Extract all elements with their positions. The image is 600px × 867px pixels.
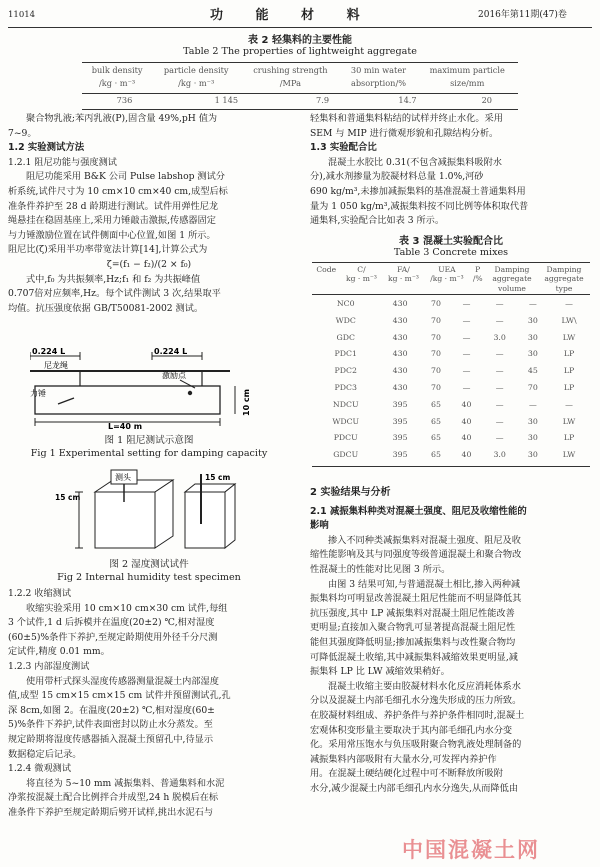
table3-cell: — [495,315,504,325]
header-rule [8,27,592,28]
table3-cell: 3.0 [493,450,506,460]
page-number: 11014 [8,10,36,20]
table3-header-cell [469,284,486,293]
table3-header-cell: aggregate [492,274,532,284]
text-line: 准条件下养护至规定龄期后劈开试样,挑出水泥石与 [8,806,214,818]
table3-cell: 430 [392,332,408,342]
table3-header-cell [312,284,341,293]
damping-formula: ζ=(f₁ − f₂)/(2 × f₀) [106,258,192,270]
table2-value-cell: 736 [116,95,133,105]
table3-cell: — [495,366,504,376]
table3-cell: 430 [392,382,408,392]
table3-cell: 65 [431,450,441,460]
table2-header-cell: particle density [163,65,229,75]
table3-cell: 40 [461,399,472,409]
table3-cell: — [462,366,471,376]
table3-body [312,296,590,464]
text-line: 7~9。 [8,127,37,139]
section-1-2: 1.2 实验测试方法 [8,142,85,154]
table3-header-cell: Damping [494,265,530,274]
table2-header-cell: crushing strength [253,65,328,75]
table3-row [312,397,590,414]
fig2-dim-1: 15 cm [55,493,81,502]
table2-header-cell: 30 min water [350,65,407,75]
table3-cell: PDC1 [334,349,357,359]
text-line: (60±5)%条件下养护,至规定龄期使用外径千分尺测 [8,631,218,643]
text-line: 掺入不同种类减振集料对混凝土强度、阻尼及收 [328,534,521,546]
table3-row [312,430,590,447]
section-1-2-1: 1.2.1 阻尼功能与强度测试 [8,156,117,168]
table3-cell: 30 [527,433,538,443]
table3-cell: — [495,433,504,443]
table3-cell: 70 [431,299,441,308]
table3-cell: — [528,299,537,308]
text-line: 与力锤激励位置在试件侧面中心位置,如图 1 所示。 [8,229,216,241]
text-line: 数据稳定后记录。 [8,748,82,760]
table3-header-cell [341,284,383,293]
text-line: 聚合物乳液;苯丙乳液(P),固含量 49%,pH 值为 [26,113,218,124]
table3-cell: 40 [461,416,472,426]
table3-cell: 430 [392,366,408,376]
text-line: 混凝土水胶比 0.31(不包含减振集料吸附水 [328,156,502,168]
text-line: 宏观体积变形量主要取决于其内部毛细孔内水分变 [310,724,513,736]
text-line: 均值。抗压强度依据 GB/T50081-2002 测试。 [8,302,204,314]
text-line: 振集料均可明显改善混凝土阻尼性能而不明显降低其 [310,593,522,605]
table3-row [312,363,590,380]
text-line: 用。在混凝土硬结硬化过程中可不断释放所吸附 [310,768,503,780]
table3-cell: — [462,349,471,359]
fig1-height-label: 10 cm [242,389,251,416]
fig2-diagram [55,466,255,554]
text-line: 抗压强度,其中 LP 减振集料对混凝土阻尼性能改善 [310,607,515,619]
table3-cell: 40 [461,450,472,460]
table3-row [312,296,590,313]
table3-header-cell: /% [472,274,483,284]
text-line: 式中,f₀ 为共振频率,Hz;f₁ 和 f₂ 为共振峰值 [26,273,201,285]
text-line: 量为 1 050 kg/m³,减振集料按不同比例等体积取代普 [310,200,529,212]
fig1-dim-right: 0.224 L [154,348,188,356]
table2-value-cell: 14.7 [398,95,417,105]
table3-cell: 30 [527,416,538,426]
table3-header-cell: kg · m⁻³ [387,274,419,284]
issue-info: 2016年第11期(47)卷 [478,10,567,20]
table2-header-cell: maximum particle [429,65,505,75]
table3-cell: LW\ [561,315,577,325]
table3-cell: LW [562,450,576,460]
text-line: 分),减水剂掺量为胶凝材料总量 1.0%,河砂 [310,171,484,183]
table3-cell: WDC [335,315,356,325]
table3-cell: — [462,315,471,325]
text-line: 值,成型 15 cm×15 cm×15 cm 试件并预留测试孔,孔 [8,690,231,702]
table3-title-en: Table 3 Concrete mixes [393,247,509,258]
text-line: 性混凝土的性能对比见图 3 所示。 [310,563,451,575]
excitation-point-marker [188,391,192,395]
text-line: 准条件养护至 28 d 龄期进行测试。试件用弹性尼龙 [8,200,219,212]
text-line: 水分,减少混凝土内部毛细孔内水分逸失,从而降低由 [310,782,518,794]
table3-cell: 430 [392,349,408,359]
right-column [310,112,592,229]
table3-cell: — [495,382,504,392]
table3-header-cell: Damping [546,265,582,274]
table3-cell: LP [563,433,575,443]
section-1-3: 1.3 实验配合比 [310,142,377,154]
table3-cell: NC0 [336,299,355,308]
text-line: 可降低混凝土收缩,其中减振集料减缩效果更明显,减 [310,651,518,663]
text-line: 混凝土收缩主要由胶凝材料水化反应消耗体系水 [328,680,521,692]
table3-cell: PDC2 [334,366,357,376]
table3-cell: — [462,299,471,308]
table3-cell: 395 [392,416,408,426]
table3-header-cell: aggregate [544,274,584,284]
table3-cell: 430 [392,299,408,308]
table3-cell: GDC [336,332,355,342]
table3-cell: 395 [392,450,408,460]
table2-title-cn: 表 2 轻集料的主要性能 [248,35,352,46]
right-column-lower [310,486,592,796]
text-line: 收缩实验采用 10 cm×10 cm×30 cm 试件,每组 [26,602,228,614]
fig1-sensor-label: 激励点 [162,371,186,380]
table3-row [312,346,590,363]
fig2-probe-label: 测头 [115,473,131,482]
table3-row [312,447,590,464]
section-1-2-3: 1.2.3 内部湿度测试 [8,660,90,672]
table3-cell: WDCU [332,416,360,426]
text-line: 3 个试件,1 d 后拆模并在温度(20±2) ℃,相对湿度 [8,617,215,629]
table3-cell: — [495,399,504,409]
left-column-lower [8,587,290,821]
text-line: 使用带杆式探头湿度传感器测量混凝土内部湿度 [26,675,219,687]
text-line: 阻尼比(ζ)采用半功率带宽法计算[14],计算公式为 [8,244,208,256]
table3-header-cell [382,284,424,293]
table3-cell: — [462,332,471,342]
table3-cell: PDC3 [334,382,357,392]
text-line: 2.1 减振集料种类对混凝土强度、阻尼及收缩性能的 [310,505,527,517]
table3-cell: 45 [527,366,538,376]
table3-header-cell: C/ [357,265,366,274]
table3-cell: — [462,382,471,392]
table3-cell: 65 [431,399,441,409]
text-line: 深 8cm,如图 2。在温度(20±2) ℃,相对湿度(60± [8,704,215,716]
table3-cell: 70 [527,382,538,392]
fig1-caption-cn: 图 1 阻尼测试示意图 [104,435,194,446]
table3-header-cell: FA/ [397,265,410,274]
table3-cell: 70 [431,349,441,359]
table3-cell: 30 [527,315,538,325]
text-line: 减振集料内部吸附有大量水分,可发挥内养护作 [310,753,497,765]
table2-value-cell: 20 [481,95,492,105]
table2-header-cell: absorption/% [350,78,406,88]
table2-title-en: Table 2 The properties of lightweight aggregate [183,46,417,57]
text-line: 0.707倍对应频率,Hz。每个试件测试 3 次,结果取平 [8,288,221,300]
table3-cell: NDCU [332,399,359,409]
table3-cell: 65 [431,416,441,426]
table2-value-cell: 7.9 [316,95,330,105]
text-line: 690 kg/m³,未掺加减振集料的基准混凝土普通集料用 [310,185,526,197]
table3-cell: 70 [431,366,441,376]
fig1-length-label: L=40 m [108,422,143,430]
table3-cell: LP [563,349,575,359]
table3-cell: 430 [392,315,408,325]
table2-header-cell: /kg · m⁻³ [99,78,136,88]
table2-value-cell: 1 145 [214,95,239,105]
table3-cell: 30 [527,332,538,342]
table3-header-cell: P [475,265,481,274]
fig2-caption-en: Fig 2 Internal humidity test specimen [57,572,241,583]
left-column [8,112,290,316]
table3-cell: — [495,349,504,359]
section-1-2-2: 1.2.2 收缩测试 [8,588,72,599]
table3-header-cell [312,274,341,283]
table3-cell: 70 [431,382,441,392]
table3-cell: LP [563,366,575,376]
table3-cell: — [565,299,573,308]
text-line: 阻尼功能采用 B&K 公司 Pulse labshop 测试分 [26,171,225,183]
table3-header-cell: UEA [438,265,456,274]
text-line: 析系统,试件尺寸为 10 cm×10 cm×40 cm,成型后标 [8,185,228,197]
table3-cell: 3.0 [493,332,506,342]
table2-header-cell: /kg · m⁻³ [178,78,215,88]
text-line: 影响 [310,520,329,532]
table3-cell: 70 [431,332,441,342]
text-line: 更明显;直接加入聚合物乳可显著提高混凝土阻尼性 [310,622,516,634]
table3-cell: 40 [461,433,472,443]
fig1-dim-left: 0.224 L [32,348,66,356]
text-line: 定试件,精度 0.01 mm。 [8,646,110,658]
table3-cell: — [495,416,504,426]
table2-values [82,95,518,105]
fig1-caption-en: Fig 1 Experimental setting for damping capacity [30,448,268,459]
table3-cell: — [565,399,573,409]
table2-header-cell: /MPa [279,78,301,88]
fig2-dim-2: 15 cm [205,473,231,482]
text-line: 分以及混凝土内部毛细孔水分逸失形成的压力所致。 [310,695,522,707]
text-line: 5)%条件下养护,试件表面密封以防止水分蒸发。至 [8,719,213,731]
table3 [312,265,590,293]
watermark-logo: 中国混凝土网 [402,838,540,862]
table3-cell: 65 [431,433,441,443]
table3-cell: 395 [392,399,408,409]
table3-cell: 395 [392,433,408,443]
text-line: 能但其强度降低明显;掺加减振集料与改性聚合物均 [310,636,516,648]
section-1-2-4: 1.2.4 微观测试 [8,763,72,775]
table3-header-cell: Code [316,265,337,274]
text-line: 由图 3 结果可知,与普通混凝土相比,掺入两种减 [328,578,521,590]
text-line: 轻集料和普通集料粘结的试样并终止水化。采用 [310,113,503,124]
text-line: 缩性能影响及其与同强度等级普通混凝土和聚合物改 [310,549,522,561]
text-line: SEM 与 MIP 进行微观形貌和孔隙结构分析。 [310,127,499,139]
table3-header-cell: volume [498,283,526,293]
table3-row [312,380,590,397]
table3-row [312,414,590,431]
table3-cell: 30 [527,349,538,359]
section-2: 2 实验结果与分析 [310,487,391,498]
text-line: 振集料 LP 比 LW 减缩效果稍好。 [310,666,450,678]
fig1-hammer-label: 力锤 [30,389,46,398]
table2-header-cell: size/mm [450,78,485,88]
table3-cell: LP [563,382,575,392]
table3-cell: 30 [527,450,538,460]
table2-header-cell: bulk density [91,65,143,75]
text-line: 在胶凝材料组成、养护条件与养护条件相同时,混凝土 [310,709,525,721]
text-line: 绳悬挂在稳固基座上,采用力锤敲击激振,传感器固定 [8,215,216,227]
table3-cell: GDCU [333,450,359,460]
fig2-caption-cn: 图 2 湿度测试试件 [109,559,189,570]
text-line: 通集料,实验配合比如表 3 所示。 [310,215,445,227]
table3-header-cell: kg · m⁻³ [346,274,377,284]
table3-title-cn: 表 3 混凝土实验配合比 [399,236,503,247]
table3-cell: PDCU [333,433,358,443]
table3-header-cell: type [555,283,573,293]
table3-cell: 70 [431,315,441,325]
table3-cell: LW [562,416,576,426]
text-line: 化。采用常压饱水与负压吸附聚合物乳液处理制备的 [310,739,522,751]
text-line: 净浆按混凝土配合比例拌合并成型,24 h 脱模后在标 [8,792,219,804]
table2 [82,64,518,90]
table3-row [312,313,590,330]
text-line: 规定龄期将湿度传感器插入混凝土预留孔中,待显示 [8,733,214,745]
table3-row [312,330,590,347]
text-line: 将直径为 5~10 mm 减振集料、普通集料和水泥 [26,777,225,789]
journal-title: 功 能 材 料 [210,8,374,23]
fig1-rope-label: 尼龙绳 [44,361,68,370]
fig1-diagram [30,348,280,430]
table3-cell: LW [562,332,576,342]
table3-cell: — [528,399,537,409]
table3-header-cell: /kg · m⁻³ [430,274,464,284]
table3-cell: — [495,299,504,308]
table3-header-cell [424,284,469,293]
